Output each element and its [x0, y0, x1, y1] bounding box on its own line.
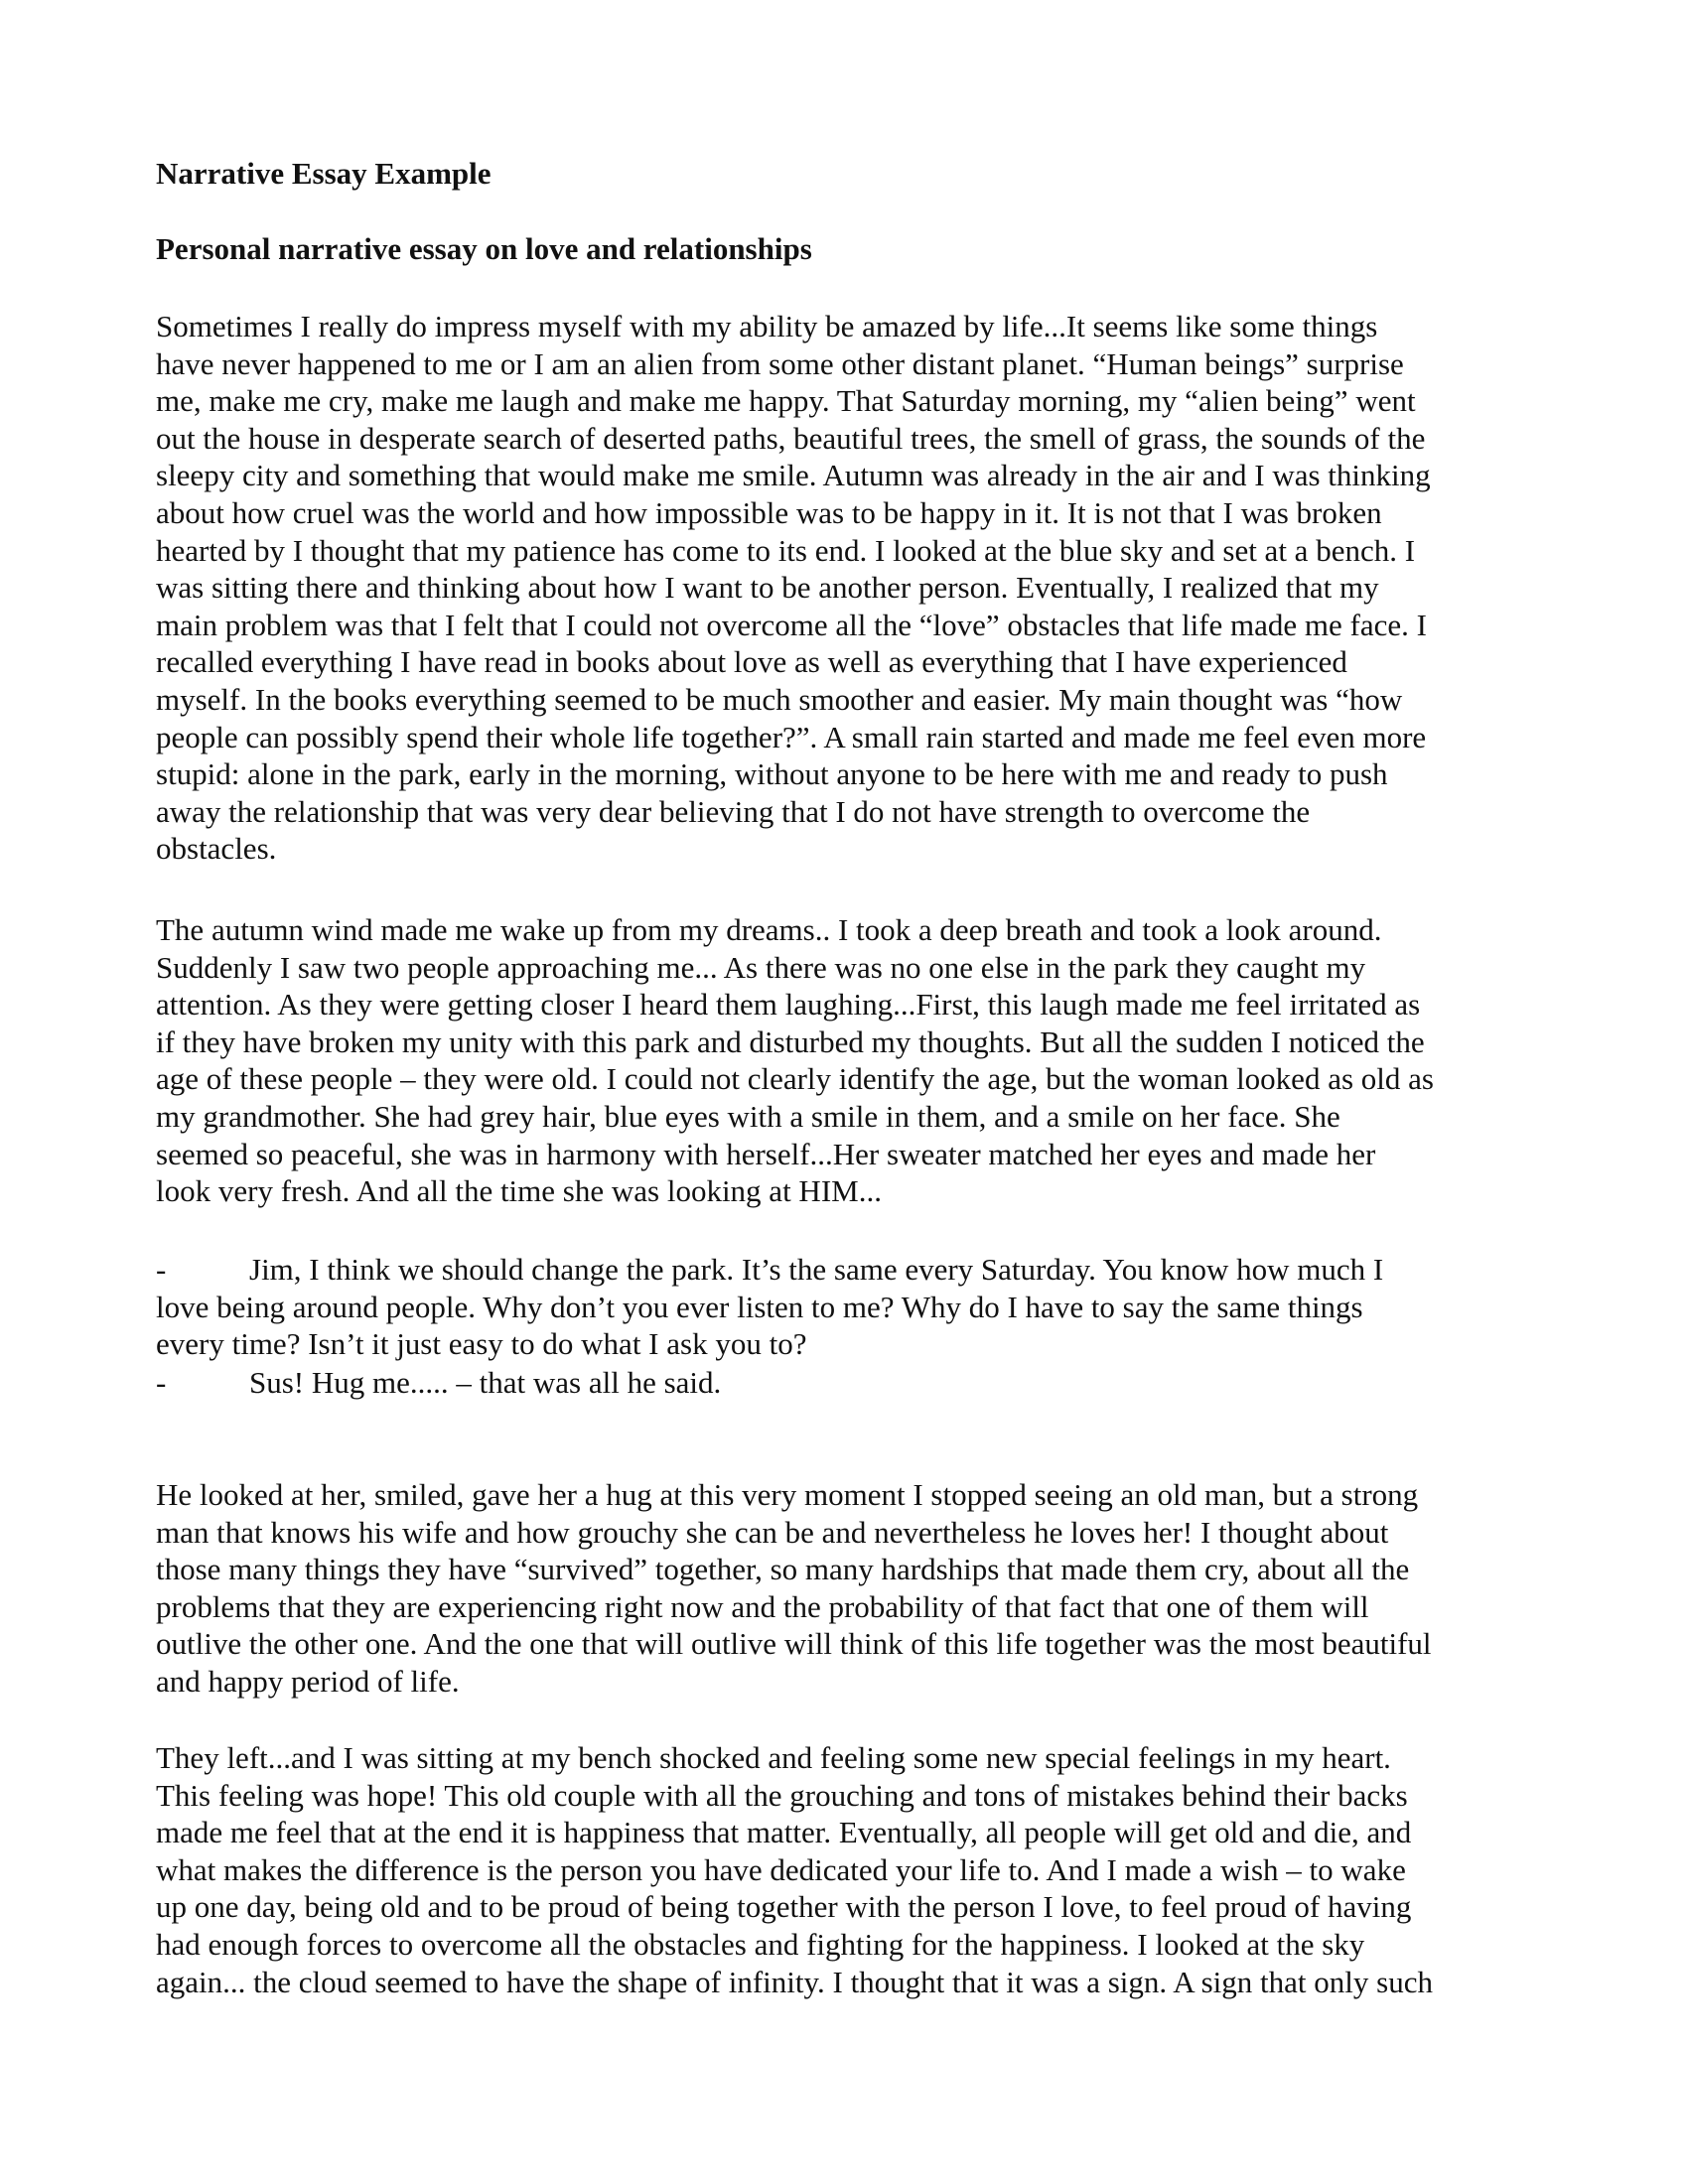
document-title: Narrative Essay Example: [156, 156, 492, 191]
document-subtitle: Personal narrative essay on love and relationships: [156, 231, 812, 266]
paragraph-2: The autumn wind made me wake up from my dreams.. I took a deep breath and took a look around. Suddenly I saw two people approaching me... As there was no one else in the park they caught my attention. As they were getting closer I heard them laughing...First, this laugh made me feel irritated as if they have broken my unity with this park and disturbed my thoughts. But all the sudden I noticed the age of these people – they were old. I could not clearly identify the age, but the woman looked as old as my grandmother. She had grey hair, blue eyes with a smile in them, and a smile on her face. She seemed so peaceful, she was in harmony with herself...Her sweater matched her eyes and made her look very fresh. And all the time she was looking at HIM...: [156, 912, 1434, 1209]
paragraph-4: He looked at her, smiled, gave her a hug at this very moment I stopped seeing an old man, but a strong man that knows his wife and how grouchy she can be and nevertheless he loves her! I thought about those many things they have “survived” together, so many hardships that made them cry, about all the problems that they are experiencing right now and the probability of that fact that one of them will outlive the other one. And the one that will outlive will think of this life together was the most beautiful and happy period of life.: [156, 1477, 1432, 1699]
dialogue-text-1: Jim, I think we should change the park. It’s the same every Saturday. You know how much I love being around people. Why don’t you ever listen to me? Why do I have to say the same things every time? Isn’t it just easy to do what I ask you to?: [156, 1252, 1384, 1362]
dialogue-item-2: [156, 1364, 1546, 1402]
paragraph-1: Sometimes I really do impress myself with my ability be amazed by life...It seems like some things have never happened to me or I am an alien from some other distant planet. “Human beings” surprise me, make me cry, make me laugh and make me happy. That Saturday morning, my “alien being” went out the house in desperate search of deserted paths, beautiful trees, the smell of grass, the sounds of the sleepy city and something that would make me smile. Autumn was already in the air and I was thinking about how cruel was the world and how impossible was to be happy in it. It is not that I was broken hearted by I thought that my patience has come to its end. I looked at the blue sky and set at a bench. I was sitting there and thinking about how I want to be another person. Eventually, I realized that my main problem was that I felt that I could not overcome all the “love” obstacles that life made me face. I recalled everything I have read in books about love as well as everything that I have experienced myself. In the books everything seemed to be much smoother and easier. My main thought was “how people can possibly spend their whole life together?”. A small rain started and made me feel even more stupid: alone in the park, early in the morning, without anyone to be here with me and ready to push away the relationship that was very dear believing that I do not have strength to overcome the obstacles.: [156, 309, 1431, 867]
paragraph-5: They left...and I was sitting at my bench shocked and feeling some new special feelings in my heart. This feeling was hope! This old couple with all the grouching and tons of mistakes behind their backs made me feel that at the end it is happiness that matter. Eventually, all people will get old and die, and what makes the difference is the person you have dedicated your life to. And I made a wish – to wake up one day, being old and to be proud of being together with the person I love, to feel proud of having had enough forces to overcome all the obstacles and fighting for the happiness. I looked at the sky again... the cloud seemed to have the shape of infinity. I thought that it was a sign. A sign that only such: [156, 1740, 1433, 1999]
dialogue-item-1: [156, 1251, 1546, 1363]
dialogue-text-2: Sus! Hug me..... – that was all he said.: [249, 1365, 722, 1400]
dialogue-dash: -: [156, 1252, 167, 1287]
dialogue-dash: -: [156, 1365, 167, 1400]
